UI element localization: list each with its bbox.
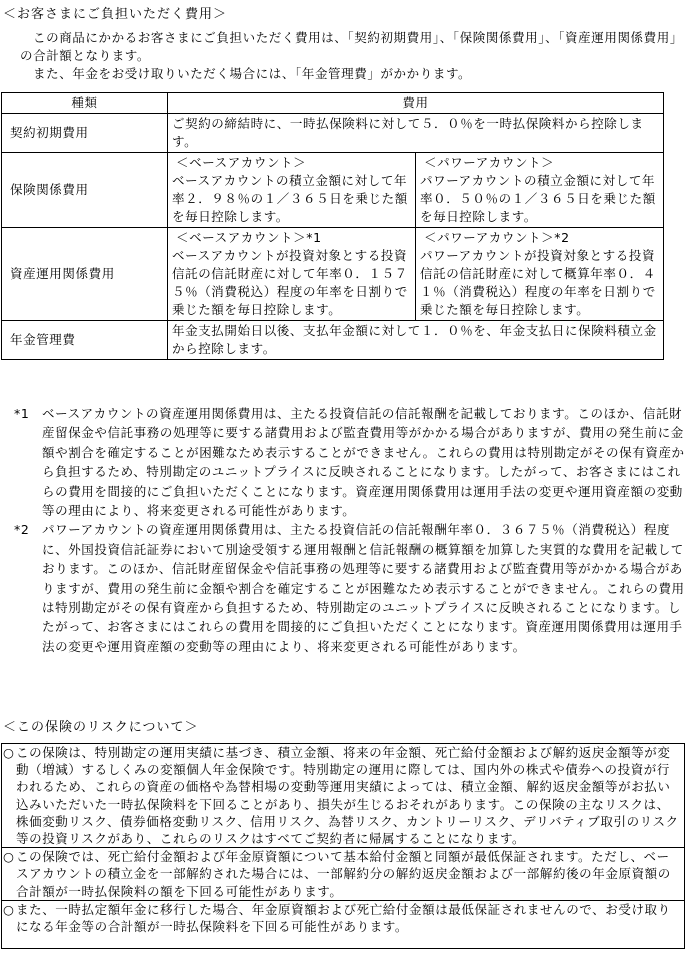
fee-asset-power-title: ＜パワーアカウント＞*2: [424, 230, 570, 245]
footnotes: [14, 404, 686, 656]
intro-paragraph-1: この商品にかかるお客さまにご負担いただく費用は、「契約初期費用」、「保険関係費用」、「資産運用関係費用」の合計額となります。: [20, 30, 677, 63]
footnote-2: [14, 520, 686, 656]
fee-kind-initial: 契約初期費用: [2, 114, 168, 153]
fee-insurance-power-text: パワーアカウントの積立金額に対して年率０．５０％の１／３６５日を乗じた額を毎日控除します。: [420, 173, 656, 224]
costs-heading: ＜お客さまにご負担いただく費用＞: [3, 7, 228, 22]
fee-kind-insurance: 保険関係費用: [2, 153, 168, 228]
risk-item-2: [2, 847, 684, 900]
fee-asset-power-text: パワーアカウントが投資対象とする投資信託の信託財産に対して概算年率０．４１％（消費税込）程度の年率を日割りで乗じた額を毎日控除します。: [420, 248, 656, 317]
costs-intro: [20, 29, 678, 83]
risk-item-2-text: この保険では、死亡給付金額および年金原資額について基本給付金額と同額が最低保証されます。ただし、ベースアカウントの積立金を一部解約された場合には、一部解約分の解約返戻金額および一部解約後の年金原資額の合計額が一時払保険料の額を下回る可能性があります。: [16, 849, 671, 899]
fee-insurance-power-title: ＜パワーアカウント＞: [424, 155, 555, 170]
risk-box: [1, 743, 685, 949]
fee-row-initial: [2, 114, 664, 153]
intro-paragraph-2: また、年金をお受け取りいただく場合には、「年金管理費」がかかります。: [33, 66, 472, 81]
fee-asset-base-title: ＜ベースアカウント＞*1: [176, 230, 322, 245]
footnote-2-text: パワーアカウントの資産運用関係費用は、主たる投資信託の信託報酬年率０．３６７５％（消費税込）程度に、外国投資信託証券において別途受領する運用報酬と信託報酬の概算額を加算した実質的な費用を記載しております。このほか、信託財産留保金や信託事務の処理等に要する諸費用および監査費用等がかかる場合がありますが、費用の発生前に金額や割合を確定することが困難なため表示することができません。これらの費用は特別勘定がその保有資産から負担するため、特別勘定のユニットプライスに反映されることになります。したがって、お客さまにはこれらの費用を間接的にご負担いただくことになります。資産運用関係費用は運用手法の変更や運用資産額の変動等の理由により、将来変更される可能性があります。: [42, 522, 685, 654]
risk-item-1-text: この保険は、特別勘定の運用実績に基づき、積立金額、将来の年金額、死亡給付金額および解約返戻金額等が変動（増減）するしくみの変額個人年金保険です。特別勘定の運用に際しては、国内外の株式や債券への投資が行われるため、これらの資産の価格や為替相場の変動等運用実績によっては、積立金額、解約返戻金額等がお払い込みいただいた一時払保険料を下回ることがあり、損失が生じるおそれがあります。この保険の主なリスクは、株価変動リスク、債券価格変動リスク、信用リスク、為替リスク、カントリーリスク、デリバティブ取引のリスク等の投資リスクがあり、これらのリスクはすべてご契約者に帰属することになります。: [16, 745, 679, 847]
fee-kind-annuity: 年金管理費: [2, 321, 168, 360]
fee-kind-asset: 資産運用関係費用: [2, 228, 168, 321]
fee-table-header-kind: 種類: [2, 93, 168, 114]
fee-insurance-base-text: ベースアカウントの積立金額に対して年率２．９８％の１／３６５日を乗じた額を毎日控除します。: [172, 173, 408, 224]
fee-table-header-row: [2, 93, 664, 114]
fee-text-annuity: 年金支払開始日以後、支払年金額に対して１．０％を、年金支払日に保険料積立金から控除します。: [168, 321, 664, 360]
fee-table: [1, 92, 664, 360]
footnote-1-marker: *1: [14, 406, 30, 421]
footnote-1: [14, 404, 686, 520]
fee-asset-power: [416, 228, 664, 321]
circle-bullet-icon: ○: [3, 745, 15, 760]
fee-row-asset: [2, 228, 664, 321]
risk-item-1: [2, 744, 684, 847]
fee-table-header-cost: 費用: [168, 93, 664, 114]
fee-asset-base-text: ベースアカウントが投資対象とする投資信託の信託財産に対して年率０．１５７５％（消費税込）程度の年率を日割りで乗じた額を毎日控除します。: [172, 248, 408, 317]
risk-heading: ＜この保険のリスクについて＞: [3, 720, 199, 735]
risk-item-3: [2, 900, 684, 935]
circle-bullet-icon: ○: [3, 901, 15, 917]
fee-insurance-base: [168, 153, 416, 228]
footnote-2-marker: *2: [14, 522, 30, 538]
fee-text-initial: ご契約の締結時に、一時払保険料に対して５．０％を一時払保険料から控除します。: [168, 114, 664, 153]
fee-row-annuity: [2, 321, 664, 360]
fee-insurance-base-title: ＜ベースアカウント＞: [176, 155, 307, 170]
fee-asset-base: [168, 228, 416, 321]
footnote-1-text: ベースアカウントの資産運用関係費用は、主たる投資信託の信託報酬を記載しております。このほか、信託財産留保金や信託事務の処理等に要する諸費用および監査費用等がかかる場合がありますが、費用の発生前に金額や割合を確定することが困難なため表示することができません。これらの費用は特別勘定がその保有資産から負担するため、特別勘定のユニットプライスに反映されることになります。したがって、お客さまにはこれらの費用を間接的にご負担いただくことになります。資産運用関係費用は運用手法の変更や運用資産額の変動等の理由により、将来変更される可能性があります。: [42, 406, 685, 519]
risk-item-3-text: また、一時払定額年金に移行した場合、年金原資額および死亡給付金額は最低保証されませんので、お受け取りになる年金等の合計額が一時払保険料を下回る可能性があります。: [16, 901, 671, 935]
circle-bullet-icon: ○: [3, 849, 15, 865]
fee-row-insurance: [2, 153, 664, 228]
fee-insurance-power: [416, 153, 664, 228]
